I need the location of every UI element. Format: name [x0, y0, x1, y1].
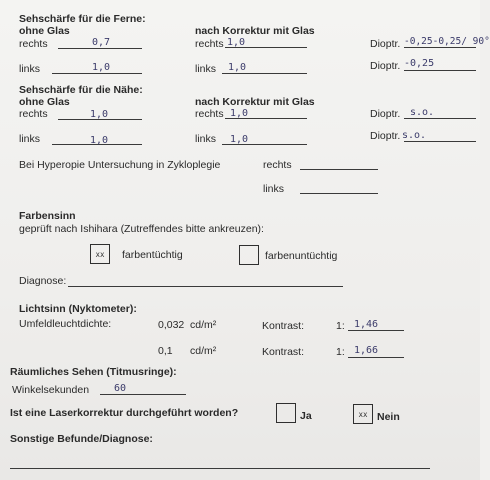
color-normal-label: farbentüchtig	[122, 249, 183, 261]
distance-diopter-left-label: Dioptr.	[370, 60, 401, 72]
near-right-corrected-value: 1,0	[230, 108, 249, 119]
distance-diopter-left-line	[404, 70, 476, 71]
other-findings-heading: Sonstige Befunde/Diagnose:	[10, 433, 153, 445]
contrast-ratio-2: 1,66	[354, 345, 379, 356]
contrast-prefix-1: 1:	[336, 320, 345, 332]
contrast-line-1	[348, 330, 404, 331]
laser-question: Ist eine Laserkorrektur durchgeführt worden?	[10, 407, 239, 419]
near-left-uncorrected-value: 1,0	[90, 135, 109, 146]
distance-right-label: rechts	[19, 38, 48, 50]
ambient-luminance-label: Umfeldleuchtdichte:	[19, 318, 112, 330]
contrast-prefix-2: 1:	[336, 346, 345, 358]
distance-heading: Sehschärfe für die Ferne:	[19, 13, 146, 25]
near-diopter-right-label: Dioptr.	[370, 108, 401, 120]
color-diagnosis-label: Diagnose:	[19, 275, 67, 287]
color-deficient-checkbox[interactable]	[239, 245, 259, 265]
contrast-label-2: Kontrast:	[262, 346, 305, 358]
distance-left-corrected-value: 1,0	[228, 62, 247, 73]
near-diopter-right-value: s.o.	[410, 107, 435, 118]
near-diopter-left-value: s.o.	[402, 130, 427, 141]
color-vision-subheading: geprüft nach Ishihara (Zutreffendes bitte ankreuzen):	[19, 223, 264, 235]
stereo-line	[100, 394, 186, 395]
distance-left-label: links	[19, 63, 41, 75]
distance-right-corrected-label: rechts	[195, 38, 224, 50]
hyperopia-left-label: links	[263, 183, 285, 195]
contrast-ratio-1: 1,46	[354, 319, 379, 330]
luminance-unit-2: cd/m²	[190, 345, 217, 357]
distance-diopter-right-value: -0,25-0,25/ 90°	[404, 36, 490, 47]
laser-no-mark: xx	[358, 409, 368, 419]
near-diopter-left-line	[404, 141, 476, 142]
color-normal-mark: xx	[95, 249, 105, 259]
stereo-label: Winkelsekunden	[12, 384, 90, 396]
laser-yes-checkbox[interactable]	[276, 403, 296, 423]
distance-left-corrected-label: links	[195, 63, 217, 75]
distance-left-uncorrected-line	[52, 73, 142, 74]
near-diopter-left-label: Dioptr.	[370, 130, 401, 142]
color-diagnosis-line	[68, 286, 343, 287]
distance-corrected-heading: nach Korrektur mit Glas	[195, 25, 315, 37]
color-vision-heading: Farbensinn	[19, 210, 76, 222]
near-right-label: rechts	[19, 108, 48, 120]
near-diopter-right-line	[404, 118, 476, 119]
hyperopia-left-line	[300, 193, 378, 194]
other-findings-line	[10, 468, 430, 469]
distance-diopter-right-label: Dioptr.	[370, 38, 401, 50]
distance-left-uncorrected-value: 1,0	[92, 62, 111, 73]
hyperopia-right-line	[300, 169, 378, 170]
near-right-uncorrected-value: 1,0	[90, 109, 109, 120]
distance-right-corrected-value: 1,0	[227, 37, 246, 48]
near-right-corrected-label: rechts	[195, 108, 224, 120]
luminance-unit-1: cd/m²	[190, 319, 217, 331]
contrast-line-2	[348, 357, 404, 358]
distance-left-corrected-line	[222, 73, 307, 74]
near-left-label: links	[19, 133, 41, 145]
distance-right-uncorrected-line	[58, 48, 142, 49]
hyperopia-right-label: rechts	[263, 159, 292, 171]
laser-no-checkbox[interactable]	[353, 404, 373, 424]
near-uncorrected-label: ohne Glas	[19, 96, 70, 108]
luminance-value-1: 0,032	[158, 319, 185, 331]
luminance-value-2: 0,1	[158, 345, 173, 357]
laser-yes-label: Ja	[300, 410, 312, 422]
light-sense-heading: Lichtsinn (Nyktometer):	[19, 303, 137, 315]
distance-diopter-left-value: -0,25	[404, 58, 435, 69]
near-corrected-heading: nach Korrektur mit Glas	[195, 96, 315, 108]
distance-diopter-right-line	[404, 47, 476, 48]
near-left-corrected-label: links	[195, 133, 217, 145]
stereo-heading: Räumliches Sehen (Titmusringe):	[10, 366, 177, 378]
near-heading: Sehschärfe für die Nähe:	[19, 84, 143, 96]
laser-no-label: Nein	[377, 411, 400, 423]
near-left-corrected-value: 1,0	[230, 134, 249, 145]
distance-right-uncorrected-value: 0,7	[92, 37, 111, 48]
color-normal-checkbox[interactable]	[90, 244, 110, 264]
distance-uncorrected-label: ohne Glas	[19, 25, 70, 37]
contrast-label-1: Kontrast:	[262, 320, 305, 332]
stereo-value: 60	[114, 383, 127, 394]
hyperopia-text: Bei Hyperopie Untersuchung in Zykloplegie	[19, 159, 221, 171]
color-deficient-label: farbenuntüchtig	[265, 250, 338, 262]
